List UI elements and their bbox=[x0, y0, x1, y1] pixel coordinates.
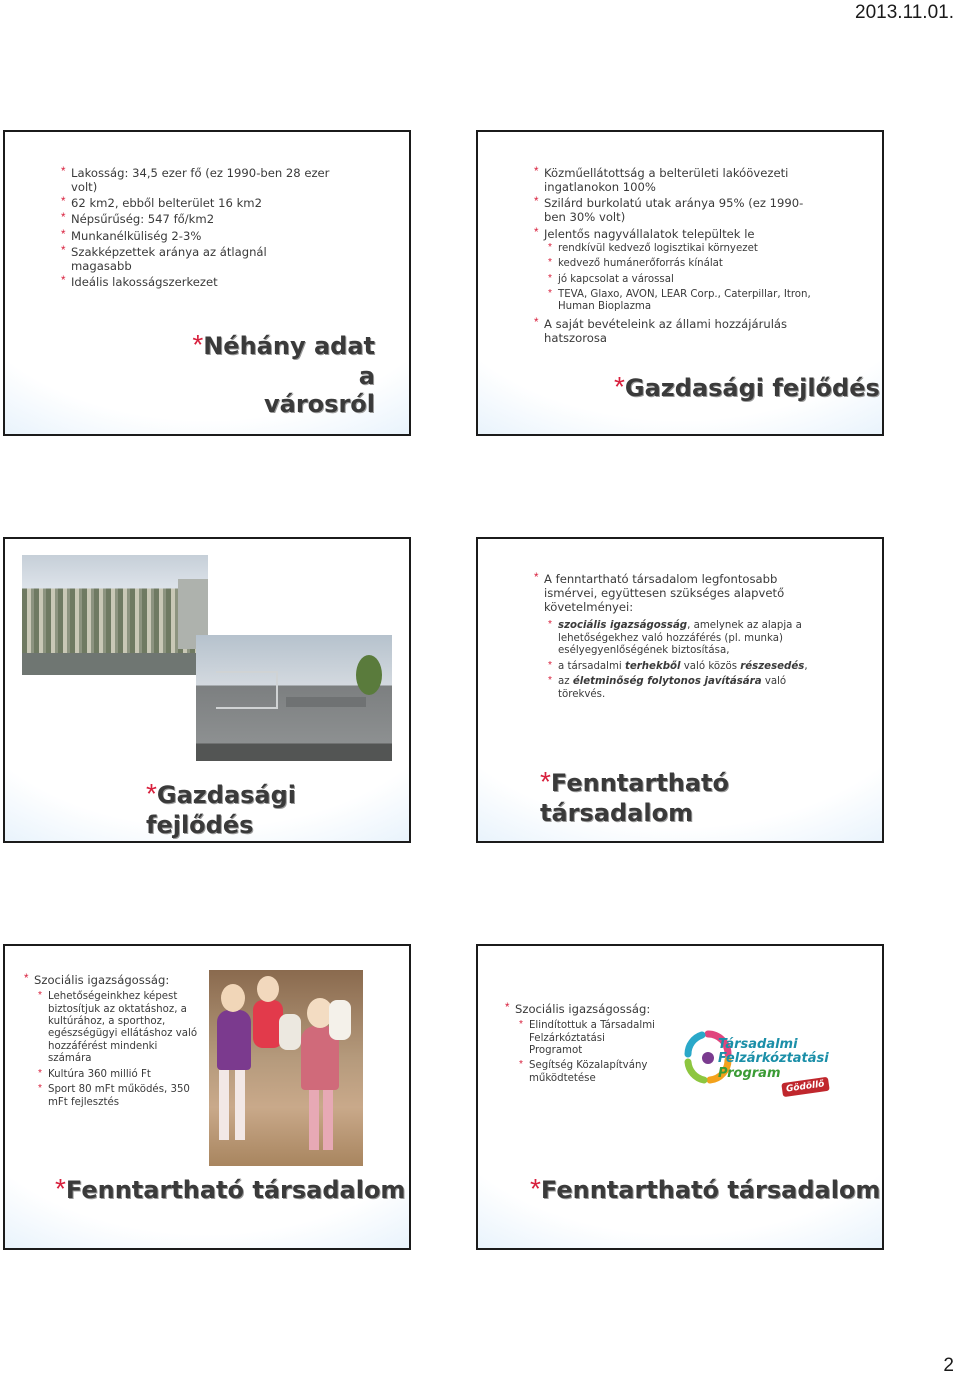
program-logo bbox=[682, 1026, 842, 1112]
bullet-density: * Népsűrűség: 547 fő/km2 bbox=[61, 212, 331, 226]
slide-6-social-program bbox=[476, 944, 884, 1250]
sub-quality-of-life: * az életminőség folytonos javítására való törekvés. bbox=[548, 676, 814, 701]
sub-logistics: * rendkívül kedvező logisztikai környezet bbox=[548, 243, 819, 255]
slide-4-sustainable-society bbox=[476, 537, 884, 843]
slide-5-social-justice bbox=[3, 944, 411, 1250]
slide-1-title: *Néhány adat a városról bbox=[192, 329, 375, 419]
bullet-social-justice: * Szociális igazságosság: bbox=[24, 973, 199, 987]
children-dancing-photo bbox=[209, 970, 363, 1166]
bullet-population: * Lakosság: 34,5 ezer fő (ez 1990-ben 28 ezer volt) bbox=[61, 166, 331, 194]
bullet-social-justice: * Szociális igazságosság: bbox=[505, 1002, 660, 1016]
bullet-utilities: * Közműellátottság a belterületi lakóövezeti ingatlanokon 100% bbox=[534, 166, 819, 194]
sub-social-justice: * szociális igazságosság, amelynek az alapja a lehetőségekhez való hozzáférés (pl. munka) esélyegyenlőségének biztosítása, bbox=[548, 620, 814, 657]
logo-line-1: Társadalmi bbox=[718, 1037, 798, 1052]
slide-6-title: *Fenntartható társadalom bbox=[530, 1173, 881, 1204]
slide-1-city-data bbox=[3, 130, 411, 436]
slide-2-title: *Gazdasági fejlődés bbox=[614, 371, 880, 402]
bullet-skilled: * Szakképzettek aránya az átlagnál magasabb bbox=[61, 245, 331, 273]
logo-line-3: Program bbox=[718, 1065, 781, 1081]
page-number: 2 bbox=[943, 1355, 954, 1376]
slide-1-bullets bbox=[61, 166, 331, 291]
sub-city-relation: * jó kapcsolat a várossal bbox=[548, 274, 819, 286]
sub-shared-burdens: * a társadalmi terhekből való közös részesedés, bbox=[548, 661, 814, 673]
slide-6-bullets bbox=[505, 1002, 660, 1088]
slide-3-economic-photos bbox=[3, 537, 411, 843]
sub-program-launch: * Elindítottuk a Társadalmi Felzárkóztatási Programot bbox=[519, 1020, 660, 1057]
bullet-structure: * Ideális lakosságszerkezet bbox=[61, 275, 331, 289]
slide-5-title: *Fenntartható társadalom bbox=[55, 1173, 406, 1204]
bullet-companies: * Jelentős nagyvállalatok települtek le bbox=[534, 227, 819, 241]
factory-building-photo bbox=[22, 555, 208, 675]
slide-4-title: *Fenntartható társadalom bbox=[540, 766, 729, 827]
slide-2-bullets bbox=[534, 166, 819, 347]
industrial-building-photo bbox=[196, 635, 392, 761]
sub-sport: * Sport 80 mFt működés, 350 mFt fejlesztés bbox=[38, 1084, 199, 1109]
slide-3-title: *Gazdasági fejlődés bbox=[146, 778, 297, 839]
bullet-revenue: * A saját bevételeink az állami hozzájárulás hatszorosa bbox=[534, 317, 819, 345]
slide-5-bullets bbox=[24, 973, 199, 1112]
header-date: 2013.11.01. bbox=[855, 2, 954, 23]
bullet-unemployment: * Munkanélküliség 2-3% bbox=[61, 229, 331, 243]
slide-2-economic-development bbox=[476, 130, 884, 436]
sub-foundation: * Segítség Közalapítvány működtetése bbox=[519, 1060, 660, 1085]
bullet-roads: * Szilárd burkolatú utak aránya 95% (ez 1990-ben 30% volt) bbox=[534, 196, 819, 224]
sub-company-list: * TEVA, Glaxo, AVON, LEAR Corp., Caterpillar, Itron, Human Bioplazma bbox=[548, 289, 819, 314]
sub-access: * Lehetőségeinkhez képest biztosítjuk az oktatáshoz, a kultúrához, a sporthoz, egészségügyi ellátáshoz való hozzáférést mindenki számára bbox=[38, 991, 199, 1066]
bullet-area: * 62 km2, ebből belterület 16 km2 bbox=[61, 196, 331, 210]
logo-line-2: Felzárkóztatási bbox=[718, 1051, 829, 1067]
slide-4-bullets bbox=[534, 572, 814, 704]
bullet-requirements: * A fenntartható társadalom legfontosabb ismérvei, együttesen szükséges alapvető követelményei: bbox=[534, 572, 814, 614]
logo-text bbox=[718, 1038, 829, 1081]
sub-workforce: * kedvező humánerőforrás kínálat bbox=[548, 258, 819, 270]
godollo-badge: Gödöllő bbox=[781, 1077, 829, 1097]
sub-culture: * Kultúra 360 millió Ft bbox=[38, 1069, 199, 1081]
